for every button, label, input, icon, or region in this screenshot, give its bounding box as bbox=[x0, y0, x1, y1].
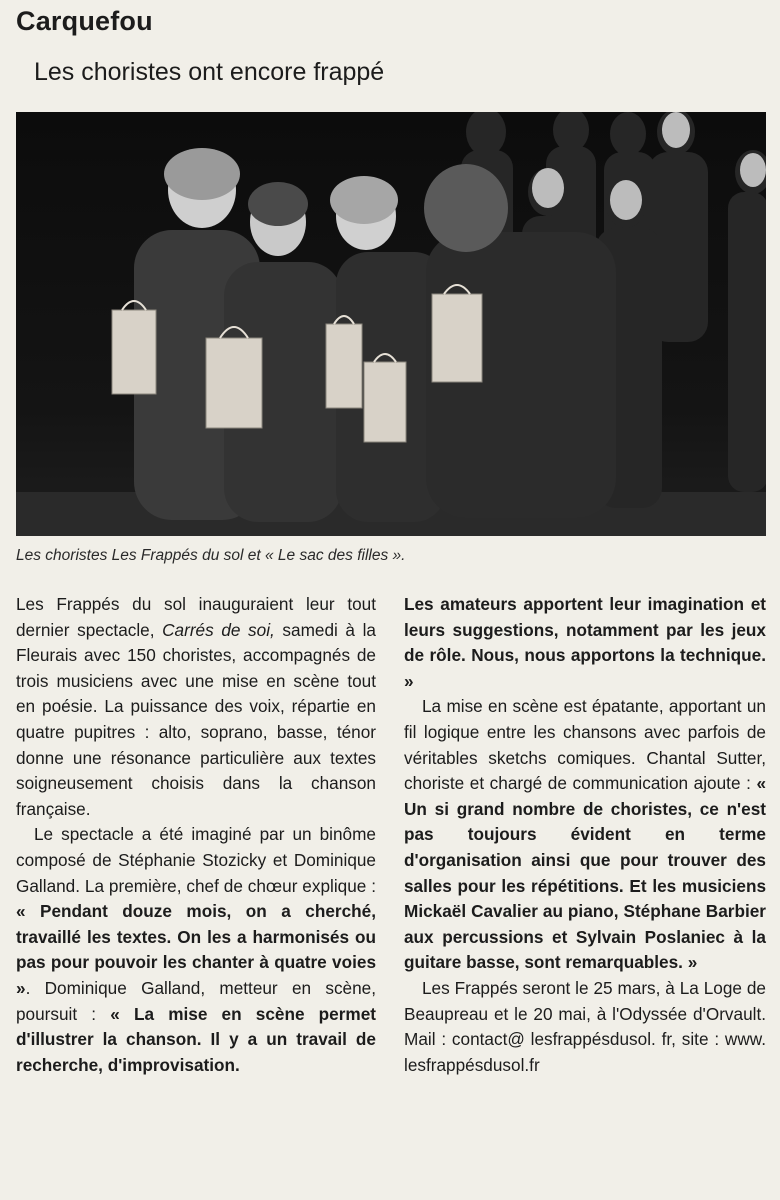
section-kicker: Carquefou bbox=[16, 6, 153, 36]
text-run: La mise en scène est épatante, apportant un fil logique entre les chansons avec parfois de véritables sketchs comiques. Chantal Sutter, choriste et chargé de communication ajoute : bbox=[404, 696, 766, 794]
quote: « Pendant douze mois, on a cherché, travaillé les textes. On les a harmonisés ou pas pour pouvoir les chanter à quatre voies » bbox=[16, 901, 376, 998]
choir-photo-illustration bbox=[16, 112, 766, 536]
article-photo bbox=[16, 112, 766, 536]
text-run: Les Frappés du sol inauguraient leur tout dernier spectacle, bbox=[16, 594, 376, 640]
article-headline: Les choristes ont encore frappé bbox=[34, 58, 385, 86]
quote-continuation: Les amateurs apportent leur imagination et leurs suggestions, notamment par les jeux de rôle. Nous, nous apportons la technique. » bbox=[404, 594, 766, 691]
paragraph: Les Frappés seront le 25 mars, à La Loge de Beaupreau et le 20 mai, à l'Odyssée d'Orvault. Mail : contact@ lesfrappésdusol. fr, site : www. lesfrappésdusol.fr bbox=[404, 977, 766, 1075]
quote: « La mise en scène permet d'illustrer la chanson. Il y a un travail de recherche, d'improvisation. bbox=[16, 1003, 376, 1075]
quote: « Un si grand nombre de choristes, ce n'est pas toujours évident en terme d'organisation ainsi que pour trouver des salles pour les répétitions. Et les musiciens Mickaël Cavalier au piano, Stéphane Barbier aux percussions et Sylvain Poslaniec à la guitare basse, sont remarquables. » bbox=[404, 773, 766, 973]
paragraph bbox=[16, 822, 376, 1078]
paragraph bbox=[16, 592, 376, 822]
text-run: Le spectacle a été imaginé par un binôme composé de Stéphanie Stozicky et Dominique Galland. La première, chef de chœur explique : bbox=[16, 824, 376, 896]
paragraph bbox=[404, 694, 766, 976]
article-column-left bbox=[16, 592, 376, 1078]
text-run: samedi à la Fleurais avec 150 choristes, accompagnés de trois musiciens avec une mise en scène tout en poésie. La puissance des voix, répartie en quatre pupitres : alto, soprano, basse, ténor donne une résonance particulière aux textes soigneusement choisis dans la chanson française. bbox=[16, 619, 376, 819]
article-column-right bbox=[404, 592, 766, 1078]
photo-caption: Les choristes Les Frappés du sol et « Le sac des filles ». bbox=[16, 547, 406, 564]
show-title: Carrés de soi, bbox=[162, 619, 275, 640]
text-run: . Dominique Galland, metteur en scène, poursuit : bbox=[16, 977, 376, 1024]
